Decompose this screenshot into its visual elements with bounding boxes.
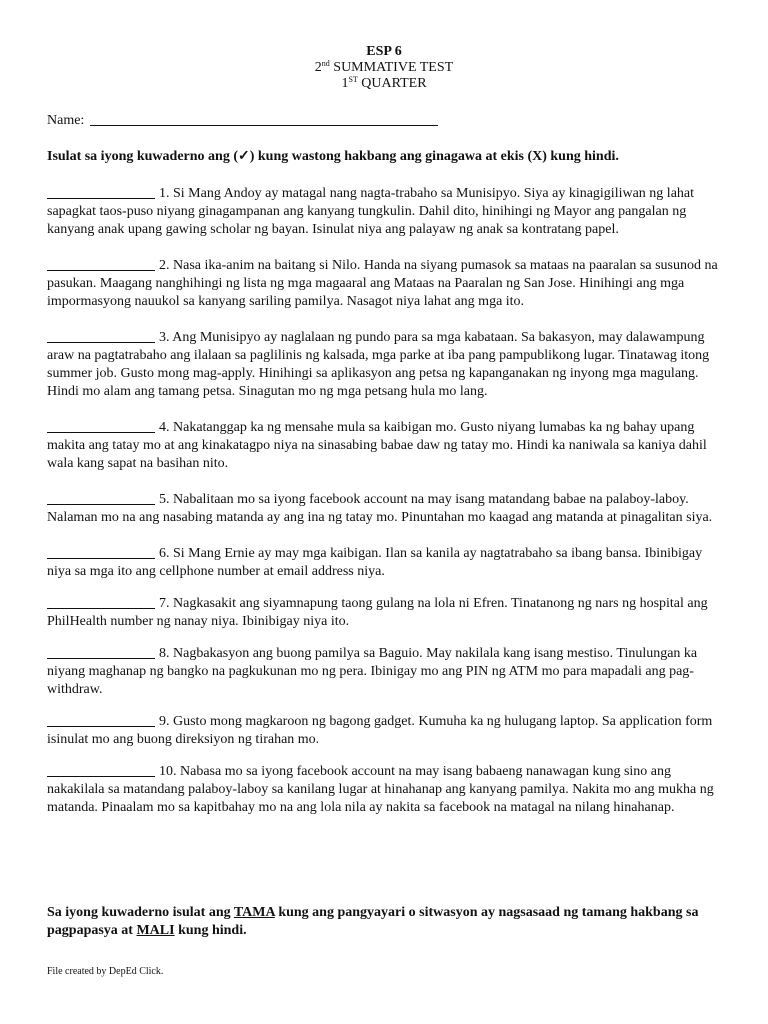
list-item (47, 329, 725, 401)
test-number: 2 (314, 60, 322, 75)
subject-title: ESP 6 (366, 44, 402, 59)
name-field[interactable] (90, 111, 438, 126)
list-item (47, 595, 725, 631)
list-item (47, 713, 725, 749)
item-text: 10. Nabasa mo sa iyong facebook account na may isang babaeng nanawagan kung sino ang nakakilala sa matandang palaboy-laboy sa kanilang lugar at hinahanap ang kanyang pamilya. Nakita mo ang mukha ng matanda. Pinaalam mo sa kapitbahay mo na ang lola nila ay nakita sa facebook na matagal na nilang hinahanap. (47, 764, 714, 815)
answer-blank[interactable] (47, 185, 155, 199)
answer-blank[interactable] (47, 545, 155, 559)
answer-blank[interactable] (47, 257, 155, 271)
test-label: SUMMATIVE TEST (333, 60, 454, 75)
answer-blank[interactable] (47, 595, 155, 609)
list-item (47, 185, 725, 239)
instruction-1: Isulat sa iyong kuwaderno ang (✓) kung wastong hakbang ang ginagawa at ekis (X) kung hindi. (47, 149, 619, 164)
list-item (47, 545, 725, 581)
name-label: Name: (47, 113, 85, 128)
quarter-number-suffix: ST (348, 75, 358, 84)
quarter-number: 1 (341, 76, 349, 91)
item-text: 6. Si Mang Ernie ay may mga kaibigan. Ilan sa kanila ay nagtatrabaho sa ibang bansa. Ibinibigay niya sa mga ito ang cellphone number at email address niya. (47, 546, 703, 579)
instruction-2-part3: kung hindi. (174, 923, 247, 938)
answer-blank[interactable] (47, 763, 155, 777)
items-list (47, 185, 725, 831)
item-text: 3. Ang Munisipyo ay naglalaan ng pundo para sa mga kabataan. Sa bakasyon, may dalawampung araw na pagtatrabaho ang ilalaan sa paglilinis ng kalsada, mga parke at iba pang pampublikong lugar. Tinatawag itong summer job. Gusto mong mag-apply. Hinihingi sa aplikasyon ang petsa ng kapanganakan ng inyong mga magulang. Hindi mo alam ang tamang petsa. Sinagutan mo ng mga petsang hula mo lang. (47, 330, 710, 399)
test-number-suffix: nd (321, 59, 330, 68)
item-text: 9. Gusto mong magkaroon ng bagong gadget. Kumuha ka ng hulugang laptop. Sa application form isinulat mo ang buong direksiyon ng tirahan mo. (47, 714, 713, 747)
item-text: 8. Nagbakasyon ang buong pamilya sa Baguio. May nakilala kang isang mestiso. Tinulungan ka niyang maghanap ng bangko na pagkukunan mo ng pera. Ibinigay mo ang PIN ng ATM mo para mapadali ang pag-withdraw. (47, 646, 698, 697)
quarter-label: QUARTER (361, 76, 427, 91)
item-text: 4. Nakatanggap ka ng mensahe mula sa kaibigan mo. Gusto niyang lumabas ka ng bahay upang makita ang tatay mo at ang kinakatagpo niya na sinasabing babae daw ng tatay mo. Hindi ka naniwala sa kaniya dahil wala kang sapat na basihan nito. (47, 420, 707, 471)
list-item (47, 491, 725, 527)
item-text: 7. Nagkasakit ang siyamnapung taong gulang na lola ni Efren. Tinatanong ng nars ng hospital ang PhilHealth number ng nanay niya. Ibinibigay niya ito. (47, 596, 708, 629)
instruction-2-part1: Sa iyong kuwaderno isulat ang (47, 905, 234, 920)
instruction-2-part2: kung ang pangyayari o sitwasyon ay nagsasaad ng tamang hakbang sa pagpapasya at (47, 905, 699, 938)
answer-blank[interactable] (47, 491, 155, 505)
mali-keyword: MALI (136, 923, 175, 938)
answer-blank[interactable] (47, 713, 155, 727)
answer-blank[interactable] (47, 329, 155, 343)
list-item (47, 257, 725, 311)
name-row (47, 111, 438, 129)
worksheet-header (0, 44, 768, 92)
footer-credit: File created by DepEd Click. (47, 966, 164, 977)
instruction-2 (47, 904, 727, 940)
answer-blank[interactable] (47, 419, 155, 433)
tama-keyword: TAMA (233, 905, 275, 920)
item-text: 2. Nasa ika-anim na baitang si Nilo. Handa na siyang pumasok sa mataas na paaralan sa susunod na pasukan. Maagang nanghihingi ng lista ng mga magaaral ang Mataas na Paaralan ng San Jose. Hinihingi ang mga impormasyong nauukol sa kanyang sariling pamilya. Nasagot niya lahat ang mga ito. (47, 258, 718, 309)
list-item (47, 419, 725, 473)
item-text: 5. Nabalitaan mo sa iyong facebook account na may isang matandang babae na palaboy-laboy. Nalaman mo na ang nasabing matanda ay ang ina ng tatay mo. Pinuntahan mo kaagad ang matanda at pinagalitan siya. (47, 492, 713, 525)
test-title (0, 60, 768, 76)
list-item (47, 763, 725, 817)
answer-blank[interactable] (47, 645, 155, 659)
item-text: 1. Si Mang Andoy ay matagal nang nagta-trabaho sa Munisipyo. Siya ay kinagigiliwan ng lahat sapagkat taos-puso niyang ginagampanan ang kanyang tungkulin. Dahil dito, hinihingi ng Mayor ang pangalan ng kanyang anak upang gawing scholar ng bayan. Isinulat niya ang palayaw ng anak sa kontratang papel. (47, 186, 695, 237)
list-item (47, 645, 725, 699)
quarter-title (0, 76, 768, 92)
